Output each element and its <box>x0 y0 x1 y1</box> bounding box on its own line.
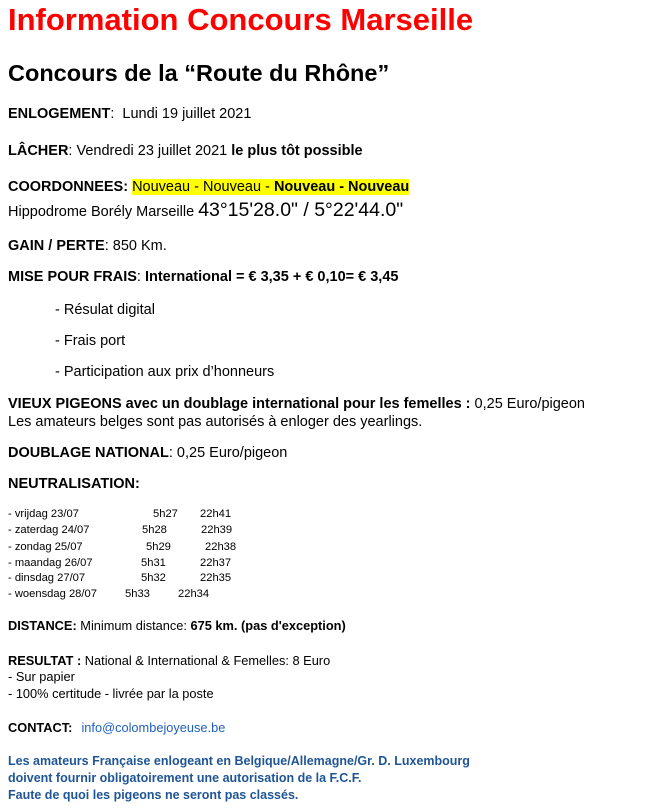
neutralisation-start: 5h32 <box>141 572 166 584</box>
neutralisation-end: 22h41 <box>200 508 232 520</box>
gain-sep: : <box>104 238 113 254</box>
lacher-value: Vendredi 23 juillet 2021 <box>76 143 232 159</box>
page-title: Information Concours Marseille <box>8 2 474 37</box>
neutralisation-row <box>8 557 232 569</box>
mise-label: MISE POUR FRAIS <box>8 269 137 285</box>
enlogement-line <box>8 106 251 122</box>
lacher-emphasis: le plus tôt possible <box>231 143 363 159</box>
neutralisation-day: - woensdag 28/07 <box>8 588 97 600</box>
contact-line <box>8 720 225 735</box>
page-subtitle: Concours de la “Route du Rhône” <box>8 60 390 86</box>
doublage-label: DOUBLAGE NATIONAL <box>8 445 169 461</box>
coordonnees-line <box>8 179 409 195</box>
mise-item: - Résulat digital <box>55 302 155 318</box>
neutralisation-day: - zondag 25/07 <box>8 541 83 553</box>
resultat-item: - Sur papier <box>8 669 75 684</box>
doublage-line <box>8 445 287 461</box>
coordonnees-label: COORDONNEES: <box>8 179 133 195</box>
gain-value: 850 Km. <box>112 238 167 254</box>
distance-label: DISTANCE: <box>8 618 81 633</box>
neutralisation-day: - maandag 26/07 <box>8 557 93 569</box>
vieux-label: VIEUX PIGEONS avec un doublage international pour les femelles : <box>8 396 475 412</box>
resultat-line <box>8 653 330 668</box>
gain-line <box>8 238 167 254</box>
mise-value: International = € 3,35 + € 0,10= € 3,45 <box>144 269 399 285</box>
neutralisation-start: 5h28 <box>142 524 167 536</box>
neutralisation-end: 22h34 <box>178 588 210 600</box>
lacher-label: LÂCHER <box>8 143 69 159</box>
mise-line <box>8 269 398 285</box>
vieux-line <box>8 396 585 412</box>
neutralisation-end: 22h39 <box>201 524 233 536</box>
neutralisation-label: NEUTRALISATION: <box>8 476 140 492</box>
neutralisation-row <box>8 588 210 600</box>
resultat-item: - 100% certitude - livrée par la poste <box>8 686 214 701</box>
neutralisation-day: - dinsdag 27/07 <box>8 572 86 584</box>
doublage-value: 0,25 Euro/pigeon <box>176 445 288 461</box>
neutralisation-end: 22h35 <box>200 572 232 584</box>
contact-label: CONTACT: <box>8 720 73 735</box>
lacher-sep: : <box>68 143 77 159</box>
neutralisation-start: 5h29 <box>146 541 171 553</box>
mise-item: - Participation aux prix d’honneurs <box>55 364 275 380</box>
neutralisation-end: 22h38 <box>205 541 237 553</box>
neutralisation-row <box>8 541 237 553</box>
vieux-value: 0,25 Euro/pigeon <box>474 396 585 412</box>
resultat-value: National & International & Femelles: 8 Euro <box>84 653 331 668</box>
coordonnees-gps: 43°15'28.0" / 5°22'44.0" <box>198 199 404 221</box>
neutralisation-row <box>8 572 232 584</box>
lacher-line <box>8 143 363 159</box>
neutralisation-start: 5h27 <box>153 508 178 520</box>
mise-sep: : <box>136 269 145 285</box>
distance-value: 675 km. (pas d'exception) <box>190 618 346 633</box>
distance-line <box>8 618 346 633</box>
vieux-note: Les amateurs belges sont pas autorisés à enloger des yearlings. <box>8 414 423 430</box>
coordonnees-place: Hippodrome Borély Marseille <box>8 204 199 220</box>
enlogement-sep: : <box>110 106 123 122</box>
coordonnees-highlight-a: Nouveau - Nouveau - <box>132 179 274 195</box>
coordonnees-location <box>8 199 403 222</box>
resultat-label: RESULTAT : <box>8 653 85 668</box>
enlogement-value: Lundi 19 juillet 2021 <box>122 106 252 122</box>
neutralisation-row <box>8 508 232 520</box>
contact-email-link[interactable]: info@colombejoyeuse.be <box>81 720 226 735</box>
mise-item: - Frais port <box>55 333 126 349</box>
neutralisation-start: 5h31 <box>141 557 166 569</box>
neutralisation-day: - vrijdag 23/07 <box>8 508 79 520</box>
doublage-sep: : <box>168 445 177 461</box>
enlogement-label: ENLOGEMENT <box>8 106 111 122</box>
neutralisation-day: - zaterdag 24/07 <box>8 524 90 536</box>
neutralisation-row <box>8 524 233 536</box>
gain-label: GAIN / PERTE <box>8 238 105 254</box>
footer-line: Les amateurs Française enlogeant en Belgique/Allemagne/Gr. D. Luxembourg <box>8 754 470 768</box>
distance-text: Minimum distance: <box>80 618 191 633</box>
coordonnees-highlight-b: Nouveau - Nouveau <box>273 179 410 195</box>
neutralisation-start: 5h33 <box>125 588 150 600</box>
neutralisation-end: 22h37 <box>200 557 232 569</box>
footer-line: doivent fournir obligatoirement une autorisation de la F.C.F. <box>8 771 362 785</box>
footer-line: Faute de quoi les pigeons ne seront pas classés. <box>8 788 299 802</box>
